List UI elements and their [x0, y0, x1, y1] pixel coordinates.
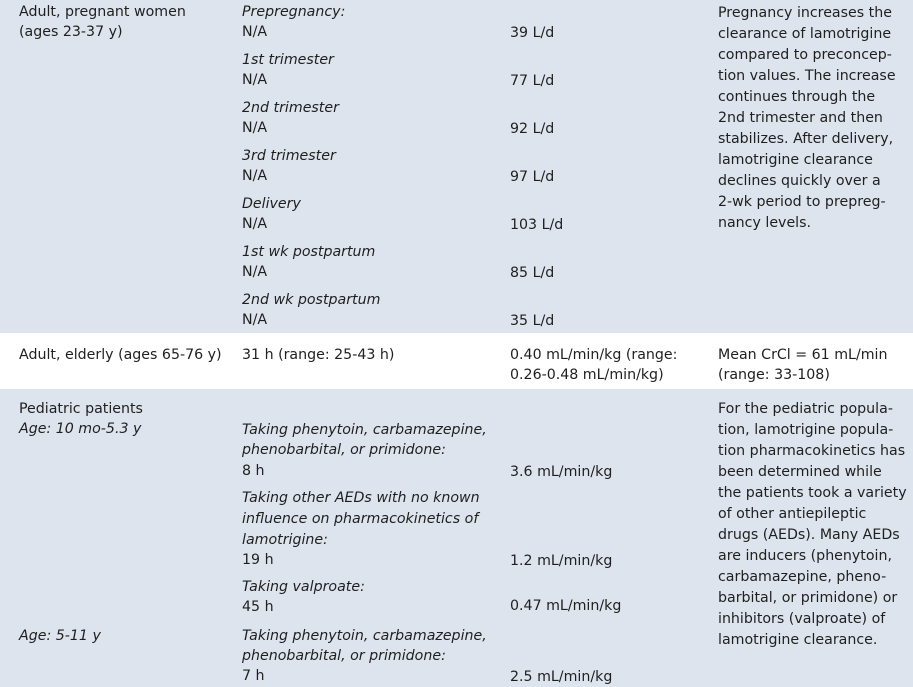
pediatric-comment-line: tion pharmacokinetics has [718, 443, 906, 459]
pediatric-age-label: Age: 5-11 y [19, 628, 101, 644]
pregnant-comment-line: 2-wk period to prepreg- [718, 194, 886, 210]
half-life-value: N/A [242, 264, 268, 280]
pregnant-comment-line: Pregnancy increases the [718, 5, 892, 21]
pregnant-comment-line: clearance of lamotrigine [718, 26, 892, 42]
clearance-value: 103 L/d [510, 217, 564, 233]
pregnant-comment-line: declines quickly over a [718, 173, 881, 189]
pregnant-group-label-2: (ages 23-37 y) [19, 24, 123, 40]
half-life-value: N/A [242, 216, 268, 232]
clearance-value: 35 L/d [510, 313, 555, 329]
pediatric-comment-line: For the pediatric popula- [718, 401, 893, 417]
elderly-clearance-1: 0.40 mL/min/kg (range: [510, 347, 678, 363]
stage-label: 1st trimester [242, 52, 334, 68]
pediatric-condition-line: phenobarbital, or primidone: [242, 648, 446, 664]
pediatric-half-life: 8 h [242, 463, 265, 479]
pediatric-clearance: 3.6 mL/min/kg [510, 464, 613, 480]
pregnant-comment-line: stabilizes. After delivery, [718, 131, 894, 147]
pediatric-clearance: 1.2 mL/min/kg [510, 553, 613, 569]
pregnant-group-label-1: Adult, pregnant women [19, 4, 186, 20]
half-life-value: N/A [242, 24, 268, 40]
pediatric-half-life: 45 h [242, 599, 274, 615]
pediatric-condition-line: Taking valproate: [242, 579, 365, 595]
stage-label: 2nd trimester [242, 100, 339, 116]
pediatric-condition-line: Taking phenytoin, carbamazepine, [242, 422, 487, 438]
pregnant-comment-line: tion values. The increase [718, 68, 896, 84]
elderly-group-label: Adult, elderly (ages 65-76 y) [19, 347, 222, 363]
pregnant-comment-line: nancy levels. [718, 215, 812, 231]
pediatric-condition-line: Taking other AEDs with no known [242, 490, 480, 506]
pediatric-half-life: 7 h [242, 668, 265, 684]
pediatric-comment-line: are inducers (phenytoin, [718, 548, 892, 564]
half-life-value: N/A [242, 312, 268, 328]
stage-label: 2nd wk postpartum [242, 292, 381, 308]
elderly-comment-1: Mean CrCl = 61 mL/min [718, 347, 888, 363]
stage-label: 3rd trimester [242, 148, 336, 164]
pediatric-comment-line: barbital, or primidone) or [718, 590, 898, 606]
pediatric-comment-line: the patients took a variety [718, 485, 907, 501]
pediatric-group-label: Pediatric patients [19, 401, 143, 417]
stage-label: Delivery [242, 196, 301, 212]
pediatric-condition-line: Taking phenytoin, carbamazepine, [242, 628, 487, 644]
elderly-half-life: 31 h (range: 25-43 h) [242, 347, 395, 363]
pediatric-half-life: 19 h [242, 552, 274, 568]
clearance-value: 77 L/d [510, 73, 555, 89]
pregnant-comment-line: lamotrigine clearance [718, 152, 873, 168]
pediatric-condition-line: influence on pharmacokinetics of [242, 511, 479, 527]
stage-label: Prepregnancy: [242, 4, 346, 20]
pediatric-clearance: 2.5 mL/min/kg [510, 669, 613, 685]
elderly-clearance-2: 0.26-0.48 mL/min/kg) [510, 367, 664, 383]
pediatric-comment-line: carbamazepine, pheno- [718, 569, 887, 585]
half-life-value: N/A [242, 120, 268, 136]
pediatric-comment-line: lamotrigine clearance. [718, 632, 878, 648]
pediatric-comment-line: drugs (AEDs). Many AEDs [718, 527, 900, 543]
pediatric-age-label: Age: 10 mo-5.3 y [19, 421, 142, 437]
pediatric-condition-line: phenobarbital, or primidone: [242, 442, 446, 458]
pediatric-comment-line: of other antiepileptic [718, 506, 867, 522]
clearance-value: 85 L/d [510, 265, 555, 281]
half-life-value: N/A [242, 168, 268, 184]
half-life-value: N/A [242, 72, 268, 88]
pediatric-clearance: 0.47 mL/min/kg [510, 598, 622, 614]
pediatric-condition-line: lamotrigine: [242, 532, 328, 548]
pediatric-comment-line: tion, lamotrigine popula- [718, 422, 894, 438]
stage-label: 1st wk postpartum [242, 244, 376, 260]
clearance-value: 97 L/d [510, 169, 555, 185]
clearance-value: 39 L/d [510, 25, 555, 41]
clearance-value: 92 L/d [510, 121, 555, 137]
pediatric-comment-line: been determined while [718, 464, 882, 480]
pregnant-comment-line: compared to preconcep- [718, 47, 892, 63]
pediatric-comment-line: inhibitors (valproate) of [718, 611, 886, 627]
pregnant-comment-line: continues through the [718, 89, 876, 105]
pregnant-comment-line: 2nd trimester and then [718, 110, 883, 126]
elderly-comment-2: (range: 33-108) [718, 367, 830, 383]
